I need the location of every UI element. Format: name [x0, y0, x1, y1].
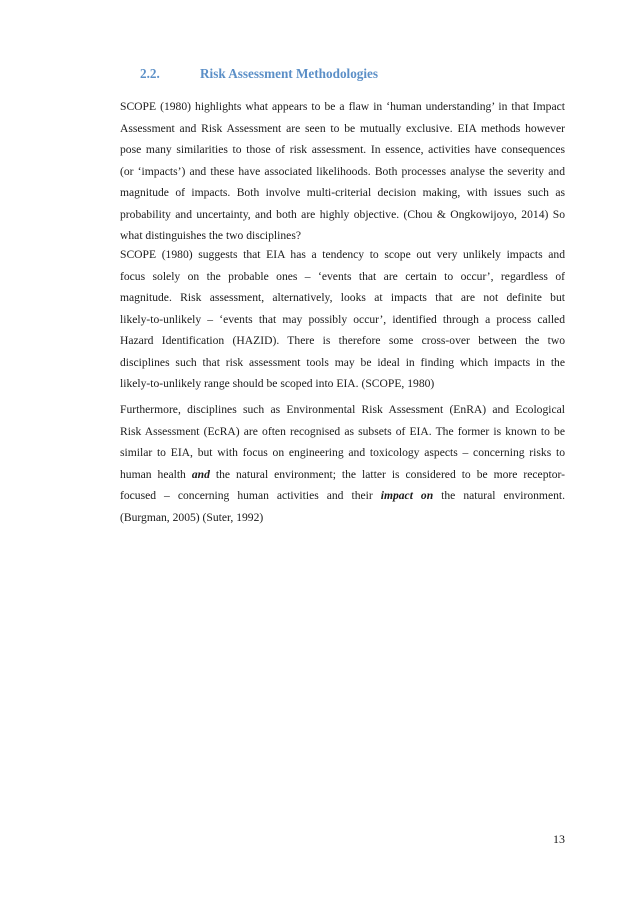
paragraph-line: probability and uncertainty, and both are highly objective. (Chou & Ongkowijoyo, 2014) So: [120, 207, 565, 221]
section-heading: [140, 66, 378, 82]
line-text: the natural environment.: [433, 489, 566, 502]
paragraph-line: what distinguishes the two disciplines?: [120, 229, 301, 242]
paragraph-1: [120, 96, 565, 247]
line-text: human health: [120, 467, 192, 481]
paragraph-line: Furthermore, disciplines such as Environmental Risk Assessment (EnRA) and Ecological: [120, 403, 565, 416]
paragraph-line: [120, 464, 565, 486]
page-number: 13: [553, 832, 565, 846]
paragraph-line: focus solely on the probable ones – ‘events that are certain to occur’, regardless of: [120, 269, 565, 283]
paragraph-line: Assessment and Risk Assessment are seen to be mutually exclusive. EIA methods however: [120, 121, 565, 135]
paragraph-line: SCOPE (1980) highlights what appears to be a flaw in ‘human understanding’ in that Impact: [120, 100, 565, 113]
line-text: focused – concerning human activities and their: [120, 489, 381, 502]
section-number: 2.2.: [140, 66, 160, 81]
emphasis-text: and: [191, 467, 210, 481]
paragraph-2: [120, 244, 565, 395]
paragraph-line: likely-to-unlikely – ‘events that may possibly occur’, identified through a process called: [120, 312, 565, 326]
paragraph-line: disciplines such that risk assessment tools may be ideal in finding which impacts in the: [120, 355, 565, 369]
paragraph-line: Risk Assessment (EcRA) are often recognised as subsets of EIA. The former is known to be: [120, 424, 565, 438]
paragraph-line: magnitude. Risk assessment, alternatively, looks at impacts that are not definite but: [120, 291, 565, 304]
paragraph-line: similar to EIA, but with focus on engineering and toxicology aspects – concerning risks to: [120, 446, 565, 459]
paragraph-line: SCOPE (1980) suggests that EIA has a tendency to scope out very unlikely impacts and: [120, 248, 565, 261]
paragraph-line: [120, 485, 565, 507]
paragraph-line: likely-to-unlikely range should be scoped into EIA. (SCOPE, 1980): [120, 377, 435, 390]
section-title: Risk Assessment Methodologies: [200, 66, 379, 81]
paragraph-line: (or ‘impacts’) and these have associated likelihoods. Both processes analyse the severity and: [120, 164, 565, 178]
line-text: the natural environment; the latter is considered to be more receptor-: [209, 467, 565, 481]
emphasis-text: impact on: [380, 489, 434, 502]
paragraph-line: pose many similarities to those of risk assessment. In essence, activities have consequences: [120, 143, 565, 156]
paragraph-line: Hazard Identification (HAZID). There is therefore some cross-over between the two: [120, 334, 565, 347]
paragraph-line: (Burgman, 2005) (Suter, 1992): [120, 510, 264, 524]
paragraph-line: magnitude of impacts. Both involve multi-criterial decision making, with issues such as: [120, 186, 565, 199]
paragraph-3: [120, 399, 565, 528]
